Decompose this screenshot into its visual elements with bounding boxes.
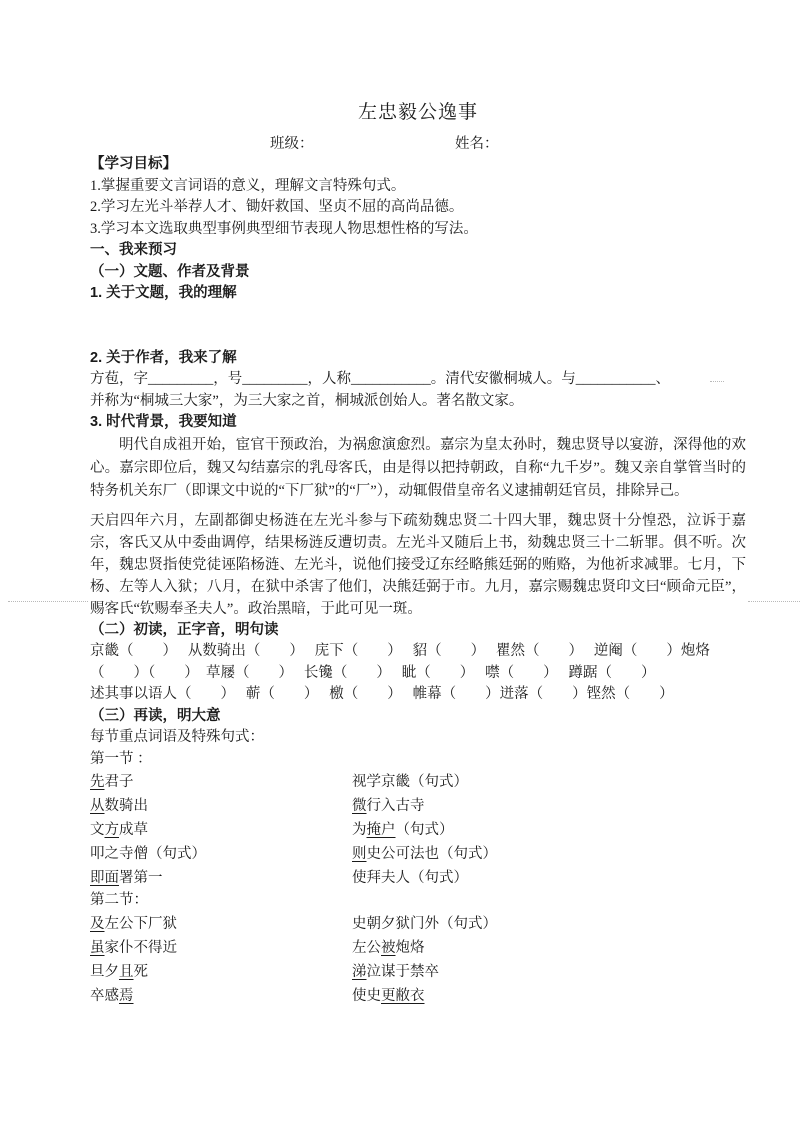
word-item-right: 使史更敝衣 <box>352 987 425 1004</box>
section-one-heading: 一、我来预习 <box>90 242 177 258</box>
word-row <box>90 818 746 842</box>
author-line-2: 并称为“桐城三大家”，为三大家之首，桐城派创始人。著名散文家。 <box>90 392 524 409</box>
subsection-topic-heading: （一）文题、作者及背景 <box>90 263 250 280</box>
word-item-right: 则史公可法也（句式） <box>352 846 497 862</box>
word-row <box>90 912 746 936</box>
word-item-left: 卒感焉 <box>90 987 134 1004</box>
objectives-heading: 【学习目标】 <box>90 156 177 172</box>
section-two-heading: （二）初读，正字音，明句读 <box>90 621 279 638</box>
word-item-left: 即面署第一 <box>90 870 163 886</box>
word-item-right: 涕泣谋于禁卒 <box>352 963 439 980</box>
word-item-right: 为掩户（句式） <box>352 822 454 838</box>
word-item-right: 史朝夕狱门外（句式） <box>352 915 497 932</box>
word-item-left: 虽家仆不得近 <box>90 939 177 956</box>
question-1-heading: 1. 关于文题，我的理解 <box>90 285 237 301</box>
word-item-left: 文方成草 <box>90 822 148 838</box>
word-item-left: 叩之寺僧（句式） <box>90 846 206 862</box>
author-fill-blank-line: 方苞，字_________，号_________，人称___________。清代安徽桐城人。与___________、 <box>90 371 670 387</box>
word-item-left: 从数骑出 <box>90 798 148 814</box>
question-2-heading: 2. 关于作者，我来了解 <box>90 349 237 366</box>
section-three-heading: （三）再读，明大意 <box>90 707 221 724</box>
objective-item-3: 3.学习本文选取典型事例典型细节表现人物思想性格的写法。 <box>90 220 478 237</box>
objective-item-2: 2.学习左光斗举荐人才、锄奸救国、坚贞不屈的高尚品德。 <box>90 199 464 215</box>
pinyin-row-3: 述其事以语人（ ） 蕲（ ） 檄（ ） 帷幕（ ）迸落（ ）铿然（ ） <box>90 686 674 702</box>
word-item-left: 旦夕且死 <box>90 963 148 980</box>
part-1-label: 第一节 ： <box>90 750 152 767</box>
word-item-right: 左公被炮烙 <box>352 939 425 956</box>
objective-item-1: 1.掌握重要文言词语的意义，理解文言特殊句式。 <box>90 177 406 194</box>
pinyin-row-2: （ ）（ ） 草屦（ ） 长镵（ ） 眦（ ） 噤（ ） 蹲踞（ ） <box>90 664 656 681</box>
class-label: 班级： <box>270 136 314 152</box>
word-row <box>90 936 746 960</box>
class-name-line <box>90 132 746 154</box>
part-2-label: 第二节： <box>90 892 148 908</box>
word-row <box>90 842 746 866</box>
word-row <box>90 770 746 794</box>
word-item-left: 先君子 <box>90 774 134 790</box>
word-item-left: 及左公下厂狱 <box>90 915 177 932</box>
background-paragraph-2: 天启四年六月，左副都御史杨涟在左光斗参与下疏劾魏忠贤二十四大罪，魏忠贤十分惶恐，泣诉于嘉宗，客氏又从中委曲调停，结果杨涟反遭切责。左光斗又随后上书，劾魏忠贤三十二斩罪。俱不听。次年，魏忠贤指使党徒诬陷杨涟、左光斗，说他们接受辽东经略熊廷弼的贿赂，为他祈求减罪。七月，下杨、左等人入狱；八月，在狱中杀害了他们，决熊廷弼于市。九月，嘉宗赐魏忠贤印文曰“顾命元臣”，赐客氏“钦赐奉圣夫人”。政治黑暗，于此可见一斑。 <box>90 512 746 617</box>
section-three-intro: 每节重点词语及特殊句式： <box>90 729 264 745</box>
word-item-right: 视学京畿（句式） <box>352 774 468 790</box>
word-row <box>90 960 746 984</box>
pinyin-row-1: 京畿（ ） 从数骑出（ ） 庑下（ ） 貂（ ） 瞿然（ ） 逆阉（ ）炮烙 <box>90 643 710 659</box>
background-paragraph-1: 明代自成祖开始，宦官干预政治，为祸愈演愈烈。嘉宗为皇太孙时，魏忠贤导以宴游，深得他的欢心。嘉宗即位后，魏又勾结嘉宗的乳母客氏，由是得以把持朝政，自称“九千岁”。魏又亲自掌管当时的特务机关东厂（即课文中说的“下厂狱”的“厂”），动辄假借皇帝名义逮捕朝廷官员，排除异己。 <box>90 436 746 499</box>
word-item-right: 微行入古寺 <box>352 798 425 814</box>
word-row <box>90 984 746 1008</box>
word-row <box>90 866 746 890</box>
name-label: 姓名： <box>455 136 499 152</box>
page-break-dots-left <box>8 601 88 602</box>
page-title: 左忠毅公逸事 <box>357 102 478 123</box>
document-page <box>90 0 746 1008</box>
word-item-right: 使拜夫人（句式） <box>352 870 468 886</box>
answer-blank-space <box>90 305 746 348</box>
page-break-dots-right <box>748 601 800 602</box>
question-3-heading: 3. 时代背景，我要知道 <box>90 414 237 430</box>
word-row <box>90 794 746 818</box>
